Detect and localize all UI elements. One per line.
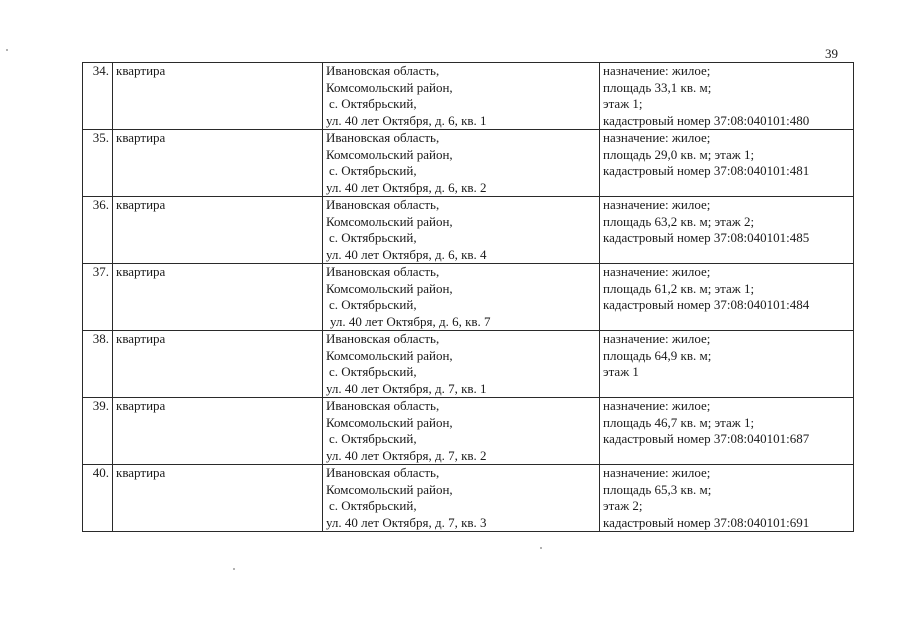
description-line: назначение: жилое;: [603, 197, 711, 212]
row-number: 37.: [83, 264, 113, 331]
property-address: [323, 264, 600, 331]
property-address: [323, 197, 600, 264]
scan-speck: [540, 547, 542, 549]
row-number: 40.: [83, 465, 113, 532]
address-line: Комсомольский район,: [326, 280, 453, 296]
property-description: [600, 130, 854, 197]
address-line: Ивановская область,: [326, 197, 440, 212]
property-table: [82, 62, 854, 532]
property-description: [600, 398, 854, 465]
property-address: [323, 130, 600, 197]
property-type: квартира: [113, 465, 323, 532]
table-row: [83, 130, 854, 197]
address-line: с. Октябрьский,: [329, 297, 417, 312]
address-line: с. Октябрьский,: [329, 498, 417, 513]
address-line: Комсомольский район,: [326, 414, 453, 430]
address-line: ул. 40 лет Октября, д. 6, кв. 4: [326, 246, 487, 262]
address-line: с. Октябрьский,: [329, 163, 417, 178]
table-row: [83, 197, 854, 264]
address-line: с. Октябрьский,: [329, 96, 417, 111]
table-row: [83, 398, 854, 465]
description-line: этаж 2;: [603, 498, 643, 513]
row-number: 36.: [83, 197, 113, 264]
description-line: кадастровый номер 37:08:040101:485: [603, 230, 810, 245]
description-line: площадь 46,7 кв. м; этаж 1;: [603, 414, 755, 430]
description-line: назначение: жилое;: [603, 264, 711, 279]
address-line: с. Октябрьский,: [329, 431, 417, 446]
property-description: [600, 331, 854, 398]
address-line: ул. 40 лет Октября, д. 7, кв. 1: [326, 380, 487, 396]
row-number: 39.: [83, 398, 113, 465]
table-row: [83, 465, 854, 532]
description-line: назначение: жилое;: [603, 130, 711, 145]
table-row: [83, 63, 854, 130]
address-line: ул. 40 лет Октября, д. 6, кв. 1: [326, 112, 487, 128]
description-line: кадастровый номер 37:08:040101:481: [603, 163, 810, 178]
property-type: квартира: [113, 331, 323, 398]
description-line: назначение: жилое;: [603, 398, 711, 413]
property-type: квартира: [113, 398, 323, 465]
description-line: этаж 1;: [603, 96, 643, 111]
property-address: [323, 63, 600, 130]
table-row: [83, 331, 854, 398]
description-line: назначение: жилое;: [603, 331, 711, 346]
address-line: Ивановская область,: [326, 465, 440, 480]
description-line: площадь 63,2 кв. м; этаж 2;: [603, 213, 755, 229]
address-line: Ивановская область,: [326, 264, 440, 279]
description-line: кадастровый номер 37:08:040101:484: [603, 297, 810, 312]
property-description: [600, 264, 854, 331]
property-description: [600, 197, 854, 264]
description-line: площадь 61,2 кв. м; этаж 1;: [603, 280, 755, 296]
address-line: Комсомольский район,: [326, 213, 453, 229]
row-number: 34.: [83, 63, 113, 130]
address-line: Комсомольский район,: [326, 347, 453, 363]
address-line: ул. 40 лет Октября, д. 7, кв. 2: [326, 447, 487, 463]
description-line: площадь 64,9 кв. м;: [603, 347, 712, 363]
address-line: Ивановская область,: [326, 331, 440, 346]
description-line: назначение: жилое;: [603, 465, 711, 480]
address-line: ул. 40 лет Октября, д. 6, кв. 2: [326, 179, 487, 195]
table-row: [83, 264, 854, 331]
address-line: с. Октябрьский,: [329, 364, 417, 379]
address-line: Комсомольский район,: [326, 481, 453, 497]
property-description: [600, 63, 854, 130]
description-line: кадастровый номер 37:08:040101:687: [603, 431, 810, 446]
property-address: [323, 465, 600, 532]
description-line: этаж 1: [603, 364, 639, 379]
address-line: ул. 40 лет Октября, д. 6, кв. 7: [330, 313, 491, 329]
property-type: квартира: [113, 63, 323, 130]
description-line: кадастровый номер 37:08:040101:691: [603, 514, 810, 530]
property-description: [600, 465, 854, 532]
description-line: площадь 65,3 кв. м;: [603, 481, 712, 497]
property-address: [323, 331, 600, 398]
row-number: 38.: [83, 331, 113, 398]
address-line: Ивановская область,: [326, 398, 440, 413]
description-line: назначение: жилое;: [603, 63, 711, 78]
address-line: ул. 40 лет Октября, д. 7, кв. 3: [326, 514, 487, 530]
scan-speck: [233, 568, 235, 570]
description-line: кадастровый номер 37:08:040101:480: [603, 112, 810, 128]
scan-speck: [6, 49, 8, 51]
row-number: 35.: [83, 130, 113, 197]
description-line: площадь 29,0 кв. м; этаж 1;: [603, 146, 755, 162]
property-type: квартира: [113, 130, 323, 197]
address-line: Ивановская область,: [326, 63, 440, 78]
address-line: Ивановская область,: [326, 130, 440, 145]
address-line: с. Октябрьский,: [329, 230, 417, 245]
page-number: 39: [825, 46, 838, 61]
property-address: [323, 398, 600, 465]
address-line: Комсомольский район,: [326, 79, 453, 95]
property-type: квартира: [113, 197, 323, 264]
property-type: квартира: [113, 264, 323, 331]
description-line: площадь 33,1 кв. м;: [603, 79, 712, 95]
address-line: Комсомольский район,: [326, 146, 453, 162]
